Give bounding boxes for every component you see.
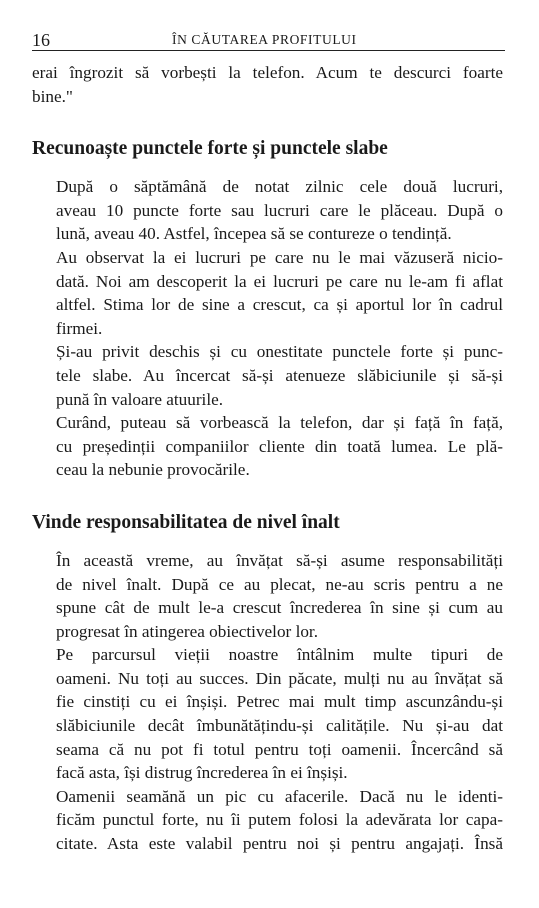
text-line: facă asta, își distrug încrederea în ei înșiși. bbox=[56, 763, 348, 783]
text-line: După o săptămână de notat zilnic cele două lucruri, bbox=[56, 177, 503, 197]
text-line: seama că nu pot fi totul pentru toți oamenii. Încercând să bbox=[56, 739, 503, 759]
body-paragraph bbox=[32, 246, 503, 340]
body-paragraph bbox=[32, 175, 503, 246]
text-line: pună în valoare atuurile. bbox=[56, 389, 224, 409]
text-line: fie cinstiți cu ei înșiși. Petrec mai mult timp ascunzându-și bbox=[56, 692, 503, 712]
text-line: Curând, puteau să vorbească la telefon, dar și față în față, bbox=[56, 413, 503, 433]
section-heading: Vinde responsabilitatea de nivel înalt bbox=[32, 511, 340, 533]
text-line: citate. Asta este valabil pentru noi și pentru angajați. Însă bbox=[56, 834, 503, 854]
text-line: ceau la nebunie provocările. bbox=[56, 460, 250, 480]
text-line: Și-au privit deschis și cu onestitate punctele forte și punc- bbox=[56, 342, 503, 362]
text-line: Oamenii seamănă un pic cu afacerile. Dacă nu le identi- bbox=[56, 786, 503, 806]
running-head: ÎN CĂUTAREA PROFITULUI bbox=[172, 32, 357, 47]
body-paragraph bbox=[32, 549, 503, 643]
page-header bbox=[32, 28, 505, 50]
body-paragraph bbox=[32, 643, 503, 785]
body-paragraph bbox=[32, 340, 503, 411]
text-line: oameni. Nu toți au succes. Din păcate, mulți nu au învățat să bbox=[56, 668, 503, 688]
text-line: altfel. Stima lor de sine a crescut, ca și aportul lor în cadrul bbox=[56, 295, 503, 315]
text-line: ficăm punctul forte, nu îi putem folosi la adevărata lor capa- bbox=[56, 810, 503, 830]
text-line: Pe parcursul vieții noastre întâlnim multe tipuri de bbox=[56, 645, 503, 665]
text-line: cu președinții companiilor cliente din toată lumea. Le plă- bbox=[56, 436, 503, 456]
text-line: În această vreme, au învățat să-și asume responsabilități bbox=[56, 550, 503, 570]
body-paragraph bbox=[32, 411, 503, 482]
text-line: spune cât de mult le-a crescut încrederea în sine și cum au bbox=[56, 598, 503, 618]
text-line: progresat în atingerea obiectivelor lor. bbox=[56, 621, 319, 641]
header-rule bbox=[32, 50, 505, 51]
text-line: aveau 10 puncte forte sau lucruri care le plăceau. După o bbox=[56, 200, 503, 220]
text-line: firmei. bbox=[56, 318, 103, 338]
text-line: slăbiciunile decât îmbunătățindu-și calitățile. Nu și-au dat bbox=[56, 716, 503, 736]
text-line: erai îngrozit să vorbești la telefon. Acum te descurci foarte bbox=[32, 63, 503, 82]
text-line: lună, aveau 40. Astfel, începea să se contureze o tendință. bbox=[56, 224, 452, 244]
intro-paragraph bbox=[32, 61, 503, 108]
page-number: 16 bbox=[32, 30, 50, 50]
page-body bbox=[32, 61, 503, 856]
text-line: tele slabe. Au încercat să-și atenueze slăbiciunile și să-și bbox=[56, 365, 503, 385]
section-heading: Recunoaște punctele forte și punctele slabe bbox=[32, 138, 388, 160]
text-line: dată. Noi am descoperit la ei lucruri pe care nu le-am fi aflat bbox=[56, 271, 503, 291]
text-line: de nivel înalt. După ce au plecat, ne-au scris pentru a ne bbox=[56, 574, 503, 594]
text-line: bine." bbox=[32, 86, 73, 106]
text-line: Au observat la ei lucruri pe care nu le mai văzuseră nicio- bbox=[56, 247, 503, 267]
body-paragraph bbox=[32, 785, 503, 856]
